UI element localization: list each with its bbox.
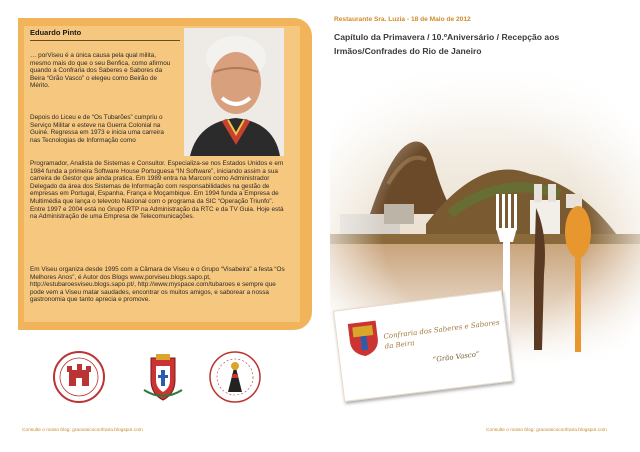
bio-paragraph: Depois do Liceu e de “Os Tubarões” cumpriu o Serviço Militar e esteve na Guerra Colonial na Guiné. Regressa em 1973 e inicia uma carreira nas Tecnologias de Informação como (30, 114, 164, 144)
spoon-icon (565, 206, 591, 352)
event-line: Restaurante Sra. Luzia - 18 de Maio de 2012 (334, 16, 471, 23)
confraria-crest-icon (343, 316, 384, 360)
castle-crest-logo (52, 350, 106, 404)
confraria-card (333, 290, 513, 402)
right-footer: Consulte o nosso blog: graovascoconfraria.blogspot.com (486, 428, 607, 433)
portrait-photo (184, 28, 284, 156)
bio-paragraph: Em Viseu organiza desde 1995 com a Câmara de Viseu e o Grupo “Visabeira” a festa “Os Melhores Anos”, é Autor dos Blogs www.porviseu.blogs.sapo.pt, http://estubaroesviseu.blogs.sapo.pt/, http://www.myspace.com/tubaroes e sempre que pode vem a Viseu matar saudades, encontrar os muitos amigos, e saborear a nossa gastronomia que tanto aprecia e promove. (30, 266, 285, 304)
author-name: Eduardo Pinto (30, 28, 82, 37)
confraria-seal-logo (208, 350, 262, 404)
event-title: Capítulo da Primavera / 10.ºAniversário / Recepção aos Irmãos/Confrades do Rio de Janeiro (334, 32, 560, 56)
card-subtitle: “Grão Vasco” (432, 350, 480, 364)
author-divider (30, 40, 180, 41)
left-footer: Consulte o nosso blog: graovascoconfraria.blogspot.com (22, 428, 143, 433)
right-page (320, 0, 640, 452)
card-text: Confraria dos Saberes e Sabores da Beira (383, 318, 500, 351)
bio-paragraph: Programador, Analista de Sistemas e Consultor. Especializa-se nos Estados Unidos e em 1984 funda a primeira Software House Portuguesa “IN Software”, iniciando assim a sua carreira de Gestor que ainda pratica. Em 1989 entra na Marconi como Administrador Delegado da área dos Sistemas de Informação com responsabilidades na gestão de empresas em Portugal, Espanha, França e Moçambique. Em 1994 funda a Empresa de Multimédia que lança o televoto Nacional com o programa da SIC “Operação Triunfo”. Entre 1997 e 2004 está no Grupo RTP na Administração da RTC e da TV Guia. Hoje está na Administração de uma Empresa de Telecomunicações. (30, 160, 284, 221)
knife-icon (534, 208, 545, 350)
bio-paragraph: … porViseu é a única causa pela qual milita, mesmo mais do que o seu Benfica, como afirmou quando a Confraria dos Saberes e Sabores da Beira “Grão Vasco” o elegeu como Beirão de Mérito. (30, 52, 171, 90)
municipal-crest-logo (136, 350, 190, 404)
